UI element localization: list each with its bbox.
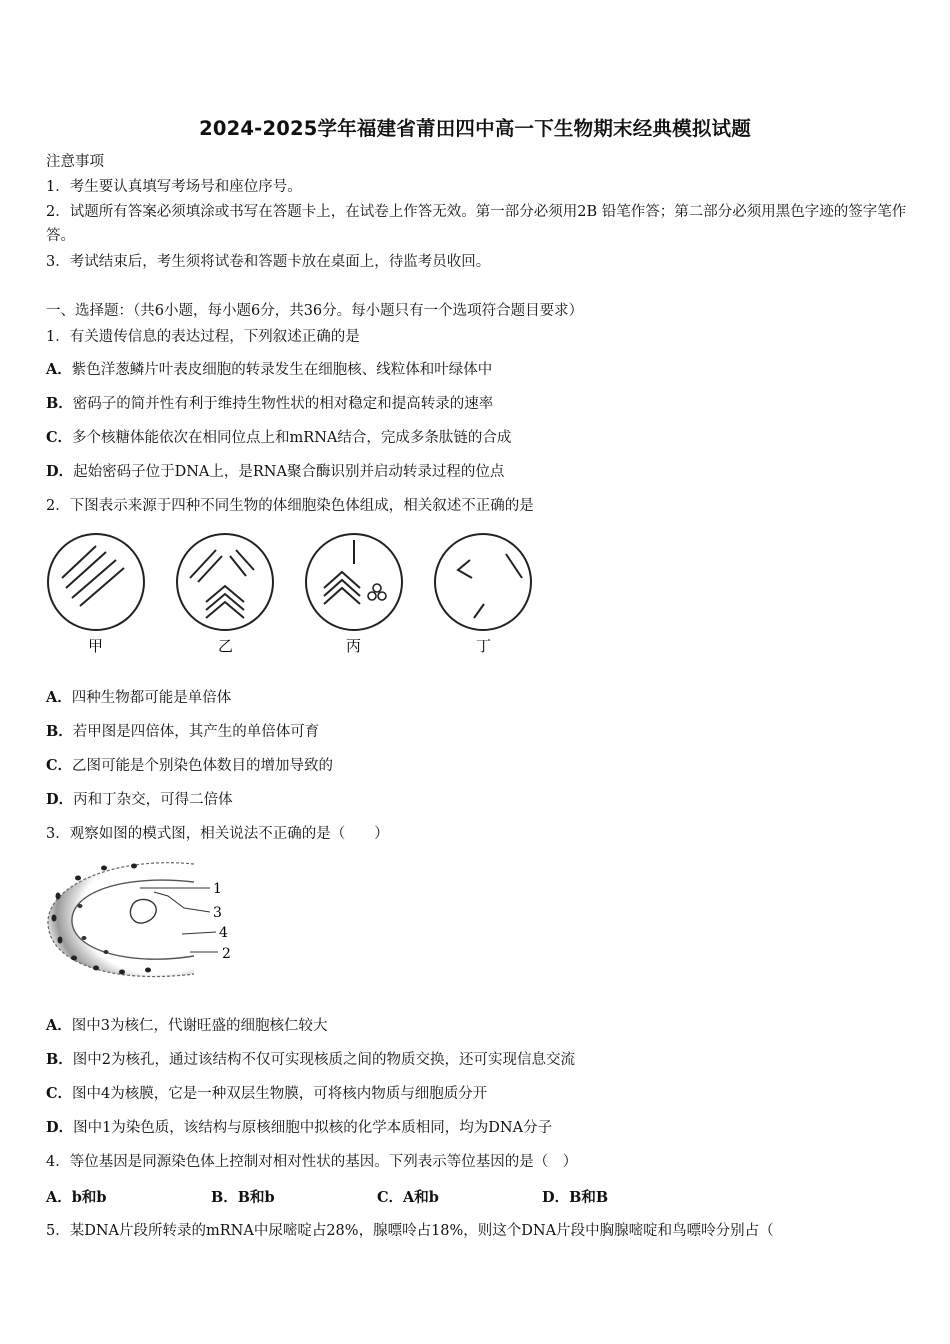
- option-text: B和b: [237, 1189, 275, 1206]
- option-text: 图中2为核孔，通过该结构不仅可实现核质之间的物质交换，还可实现信息交流: [72, 1052, 575, 1068]
- option-text: 四种生物都可能是单倍体: [71, 690, 232, 706]
- nucleus-envelope: [48, 863, 194, 977]
- option-label: B．: [46, 1051, 73, 1068]
- cell-yi: [177, 534, 273, 630]
- cell-bing: [306, 534, 402, 630]
- q2-option-a: [46, 688, 231, 708]
- q3-option-b: [46, 1050, 575, 1070]
- option-label: A．: [46, 1017, 72, 1034]
- q2-option-d: [46, 790, 233, 810]
- q4-stem: 4．等位基因是同源染色体上控制对相对性状的基因。下列表示等位基因的是（ ）: [46, 1154, 578, 1170]
- option-text: 紫色洋葱鳞片叶表皮细胞的转录发生在细胞核、线粒体和叶绿体中: [71, 362, 493, 378]
- option-text: 若甲图是四倍体，其产生的单倍体可育: [72, 724, 320, 740]
- option-text: b和b: [71, 1189, 107, 1206]
- nucleolus: [130, 899, 156, 923]
- option-label: D．: [46, 1119, 74, 1136]
- option-label: B．: [46, 395, 73, 412]
- q1-option-c: [46, 428, 511, 448]
- q2-option-b: [46, 722, 319, 742]
- option-text: 图中3为核仁，代谢旺盛的细胞核仁较大: [71, 1018, 328, 1034]
- option-text: 起始密码子位于DNA上，是RNA聚合酶识别并启动转录过程的位点: [73, 464, 505, 480]
- figure-label-yi: 乙: [218, 637, 234, 655]
- nucleus-label-4: 4: [219, 925, 228, 941]
- nucleus-label-1: 1: [213, 881, 222, 897]
- option-label: D．: [46, 463, 74, 480]
- option-label: A．: [46, 1189, 72, 1206]
- nucleus-label-2: 2: [222, 946, 231, 962]
- option-label: C．: [377, 1189, 404, 1206]
- option-label: C．: [46, 757, 73, 774]
- option-label: D．: [46, 791, 74, 808]
- option-text: B和B: [569, 1189, 609, 1206]
- figure-label-jia: 甲: [88, 637, 104, 655]
- q3-option-a: [46, 1016, 328, 1036]
- q3-option-d: [46, 1118, 552, 1138]
- section-heading: 一、选择题：（共6小题，每小题6分，共36分。每小题只有一个选项符合题目要求）: [46, 303, 584, 319]
- page-title: 2024-2025学年福建省莆田四中高一下生物期末经典模拟试题: [199, 117, 751, 140]
- option-label: B．: [211, 1189, 238, 1206]
- notice-heading: 注意事项: [46, 154, 104, 170]
- q1-option-a: [46, 360, 492, 380]
- option-label: A．: [46, 689, 72, 706]
- nucleus-figure: [44, 856, 244, 986]
- q4-option-d: [542, 1186, 608, 1207]
- q2-stem: 2．下图表示来源于四种不同生物的体细胞染色体组成，相关叙述不正确的是: [46, 498, 534, 514]
- option-label: C．: [46, 1085, 73, 1102]
- q1-stem: 1．有关遗传信息的表达过程，下列叙述正确的是: [46, 329, 360, 345]
- nucleus-label-3: 3: [213, 905, 222, 921]
- option-text: 密码子的简并性有利于维持生物性状的相对稳定和提高转录的速率: [72, 396, 494, 412]
- label-lines: [140, 888, 218, 952]
- cell-jia: [48, 534, 144, 630]
- option-text: 图中4为核膜，它是一种双层生物膜，可将核内物质与细胞质分开: [72, 1086, 488, 1102]
- figure-label-bing: 丙: [346, 637, 362, 655]
- option-text: 乙图可能是个别染色体数目的增加导致的: [72, 758, 334, 774]
- option-label: C．: [46, 429, 73, 446]
- option-text: 图中1为染色质，该结构与原核细胞中拟核的化学本质相同，均为DNA分子: [73, 1120, 553, 1136]
- q1-option-b: [46, 394, 493, 414]
- option-text: 丙和丁杂交，可得二倍体: [73, 792, 233, 808]
- q4-option-c: [377, 1186, 439, 1207]
- option-label: D．: [542, 1189, 570, 1206]
- notice-item-3: 3．考试结束后，考生须将试卷和答题卡放在桌面上，待监考员收回。: [46, 254, 491, 270]
- option-text: 多个核糖体能依次在相同位点上和mRNA结合，完成多条肽链的合成: [72, 430, 512, 446]
- notice-item-1: 1．考生要认真填写考场号和座位序号。: [46, 179, 302, 195]
- notice-item-2: 2．试题所有答案必须填涂或书写在答题卡上，在试卷上作答无效。第一部分必须用2B 铅笔作答；第二部分必须用黑色字迹的签字笔作答。: [46, 204, 907, 244]
- q5-stem: 5．某DNA片段所转录的mRNA中尿嘧啶占28%，腺嘌呤占18%，则这个DNA片段中胸腺嘧啶和鸟嘌呤分别占（: [46, 1223, 774, 1239]
- q3-option-c: [46, 1084, 487, 1104]
- figure-label-ding: 丁: [476, 637, 492, 655]
- q4-option-b: [211, 1186, 275, 1207]
- q3-stem: 3．观察如图的模式图，相关说法不正确的是（ ）: [46, 826, 389, 842]
- q4-option-a: [46, 1186, 107, 1207]
- cell-ding: [435, 534, 531, 630]
- option-label: A．: [46, 361, 72, 378]
- q2-option-c: [46, 756, 333, 776]
- q1-option-d: [46, 462, 504, 482]
- chromosome-figure: [44, 530, 544, 665]
- option-text: A和b: [403, 1189, 439, 1206]
- option-label: B．: [46, 723, 73, 740]
